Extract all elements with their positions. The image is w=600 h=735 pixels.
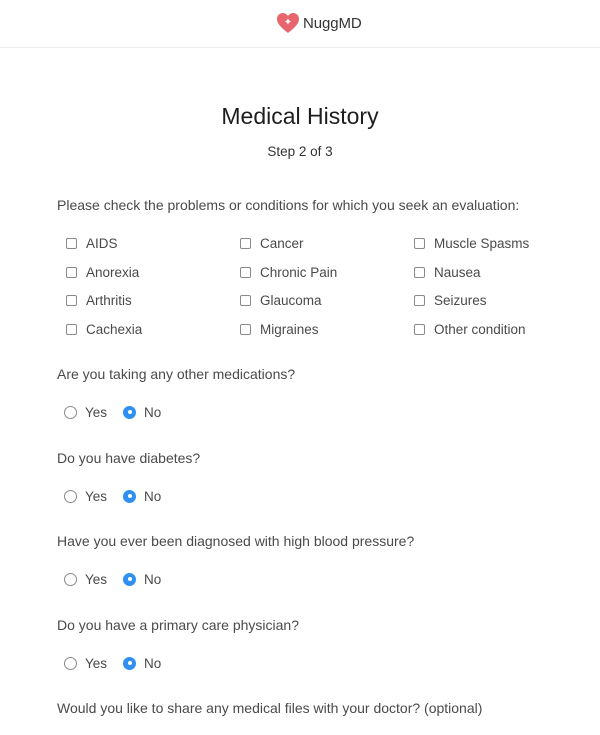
primary-care-radio-group <box>64 654 161 672</box>
condition-chronic-pain[interactable] <box>240 263 337 281</box>
yes-label: Yes <box>85 404 108 420</box>
logo-text: NuggMD <box>303 14 362 32</box>
diabetes-yes-option[interactable] <box>64 489 107 504</box>
yes-label: Yes <box>85 488 108 504</box>
yes-label: Yes <box>85 571 108 587</box>
blood-pressure-yes-option[interactable] <box>64 572 107 587</box>
diabetes-no-radio[interactable] <box>123 490 136 503</box>
medical-files-question: Would you like to share any medical files with your doctor? (optional) <box>57 700 483 716</box>
no-label: No <box>144 655 162 671</box>
heart-logo-icon <box>276 12 300 34</box>
blood-pressure-radio-group <box>64 570 161 588</box>
cachexia-checkbox[interactable] <box>66 324 77 335</box>
aids-checkbox[interactable] <box>66 238 77 249</box>
condition-migraines[interactable] <box>240 320 319 338</box>
condition-label: Cancer <box>260 235 304 251</box>
chronic-pain-checkbox[interactable] <box>240 267 251 278</box>
condition-label: Migraines <box>260 321 319 337</box>
condition-label: Seizures <box>434 292 487 308</box>
diabetes-no-option[interactable] <box>123 489 161 504</box>
condition-label: Arthritis <box>86 292 132 308</box>
medications-radio-group <box>64 403 161 421</box>
condition-arthritis[interactable] <box>66 291 132 309</box>
condition-label: Other condition <box>434 321 526 337</box>
primary-care-no-option[interactable] <box>123 656 161 671</box>
condition-cancer[interactable] <box>240 234 304 252</box>
primary-care-question: Do you have a primary care physician? <box>57 617 300 633</box>
primary-care-yes-option[interactable] <box>64 656 107 671</box>
blood-pressure-no-radio[interactable] <box>123 573 136 586</box>
conditions-question: Please check the problems or conditions for which you seek an evaluation: <box>57 197 520 213</box>
condition-seizures[interactable] <box>414 291 487 309</box>
nuggmd-logo[interactable] <box>276 10 362 36</box>
no-label: No <box>144 571 162 587</box>
condition-label: Anorexia <box>86 264 140 280</box>
condition-label: AIDS <box>86 235 118 251</box>
blood-pressure-yes-radio[interactable] <box>64 573 77 586</box>
no-label: No <box>144 488 162 504</box>
page-title: Medical History <box>221 103 379 129</box>
arthritis-checkbox[interactable] <box>66 295 77 306</box>
condition-label: Cachexia <box>86 321 143 337</box>
medications-question: Are you taking any other medications? <box>57 366 296 382</box>
migraines-checkbox[interactable] <box>240 324 251 335</box>
condition-cachexia[interactable] <box>66 320 142 338</box>
blood-pressure-no-option[interactable] <box>123 572 161 587</box>
blood-pressure-question: Have you ever been diagnosed with high blood pressure? <box>57 533 415 549</box>
condition-other[interactable] <box>414 320 526 338</box>
other-condition-checkbox[interactable] <box>414 324 425 335</box>
muscle-spasms-checkbox[interactable] <box>414 238 425 249</box>
diabetes-radio-group <box>64 487 161 505</box>
medications-yes-radio[interactable] <box>64 406 77 419</box>
condition-label: Chronic Pain <box>260 264 338 280</box>
condition-label: Muscle Spasms <box>434 235 530 251</box>
condition-nausea[interactable] <box>414 263 481 281</box>
primary-care-no-radio[interactable] <box>123 657 136 670</box>
step-indicator: Step 2 of 3 <box>267 144 333 159</box>
cancer-checkbox[interactable] <box>240 238 251 249</box>
condition-aids[interactable] <box>66 234 118 252</box>
condition-anorexia[interactable] <box>66 263 139 281</box>
yes-label: Yes <box>85 655 108 671</box>
condition-label: Glaucoma <box>260 292 322 308</box>
anorexia-checkbox[interactable] <box>66 267 77 278</box>
top-bar <box>0 0 600 48</box>
diabetes-question: Do you have diabetes? <box>57 450 201 466</box>
no-label: No <box>144 404 162 420</box>
medications-yes-option[interactable] <box>64 405 107 420</box>
condition-glaucoma[interactable] <box>240 291 322 309</box>
condition-label: Nausea <box>434 264 481 280</box>
primary-care-yes-radio[interactable] <box>64 657 77 670</box>
seizures-checkbox[interactable] <box>414 295 425 306</box>
glaucoma-checkbox[interactable] <box>240 295 251 306</box>
nausea-checkbox[interactable] <box>414 267 425 278</box>
condition-muscle-spasms[interactable] <box>414 234 529 252</box>
diabetes-yes-radio[interactable] <box>64 490 77 503</box>
medications-no-option[interactable] <box>123 405 161 420</box>
medications-no-radio[interactable] <box>123 406 136 419</box>
